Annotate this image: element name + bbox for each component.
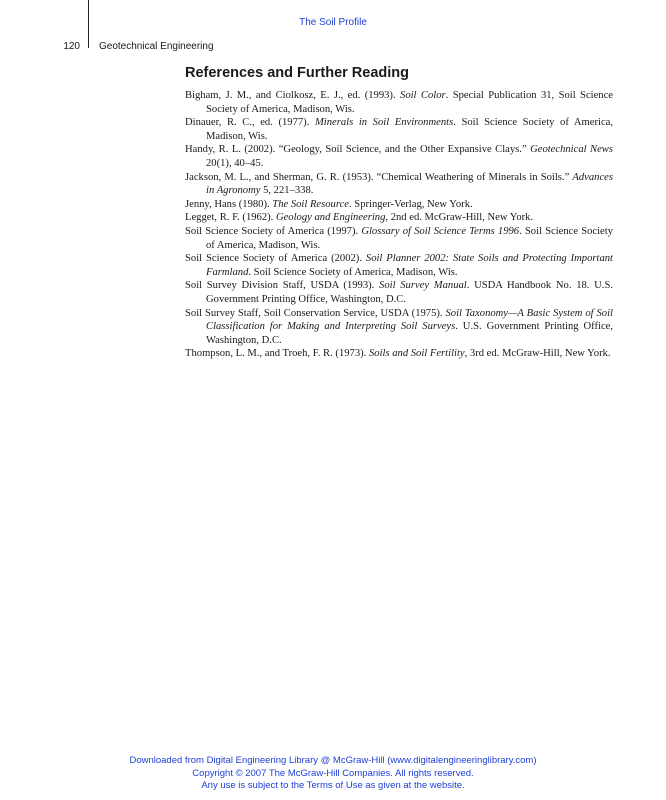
reference-item: Soil Survey Staff, Soil Conservation Service, USDA (1975). Soil Taxonomy—A Basic System of Soil Classification for Making and Interpreting Soil Surveys. U.S. Government Printing Office, Washington, D.C. [185, 307, 614, 346]
footer-download-link[interactable]: Downloaded from Digital Engineering Library @ McGraw-Hill (www.digitalengineeringlibrary.com) [129, 755, 537, 766]
reference-item: Soil Science Society of America (1997). Glossary of Soil Science Terms 1996. Soil Science Society of America, Madison, Wis. [185, 225, 614, 251]
reference-item: Handy, R. L. (2002). “Geology, Soil Science, and the Other Expansive Clays.” Geotechnical News 20(1), 40–45. [185, 144, 613, 169]
reference-item: Soil Survey Division Staff, USDA (1993). Soil Survey Manual. USDA Handbook No. 18. U.S. Government Printing Office, Washington, D.C. [185, 280, 614, 305]
section-heading: References and Further Reading [185, 65, 409, 81]
header-divider [88, 0, 89, 48]
reference-item: Dinauer, R. C., ed. (1977). Minerals in Soil Environments. Soil Science Society of America, Madison, Wis. [185, 117, 614, 142]
reference-item: Legget, R. F. (1962). Geology and Engineering, 2nd ed. McGraw-Hill, New York. [185, 212, 534, 224]
reference-item: Bigham, J. M., and Ciolkosz, E. J., ed. (1993). Soil Color. Special Publication 31, Soil Science Society of America, Madison, Wis. [185, 90, 614, 115]
footer-copyright: Copyright © 2007 The McGraw-Hill Companies. All rights reserved. [192, 767, 474, 779]
footer [0, 755, 666, 793]
reference-item: Thompson, L. M., and Troeh, F. R. (1973). Soils and Soil Fertility, 3rd ed. McGraw-Hill, New York. [185, 348, 611, 360]
page-number: 120 [63, 41, 80, 52]
reference-list [185, 89, 613, 361]
running-head: Geotechnical Engineering [99, 41, 214, 52]
chapter-title-link[interactable]: The Soil Profile [299, 17, 367, 28]
reference-item: Jenny, Hans (1980). The Soil Resource. Springer-Verlag, New York. [185, 198, 473, 210]
reference-item: Soil Science Society of America (2002). Soil Planner 2002: State Soils and Protecting Important Farmland. Soil Science Society of America, Madison, Wis. [185, 253, 613, 278]
footer-terms-link[interactable]: Any use is subject to the Terms of Use as given at the website. [201, 780, 465, 791]
reference-item: Jackson, M. L., and Sherman, G. R. (1953). “Chemical Weathering of Minerals in Soils.” Advances in Agronomy 5, 221–338. [185, 171, 613, 197]
